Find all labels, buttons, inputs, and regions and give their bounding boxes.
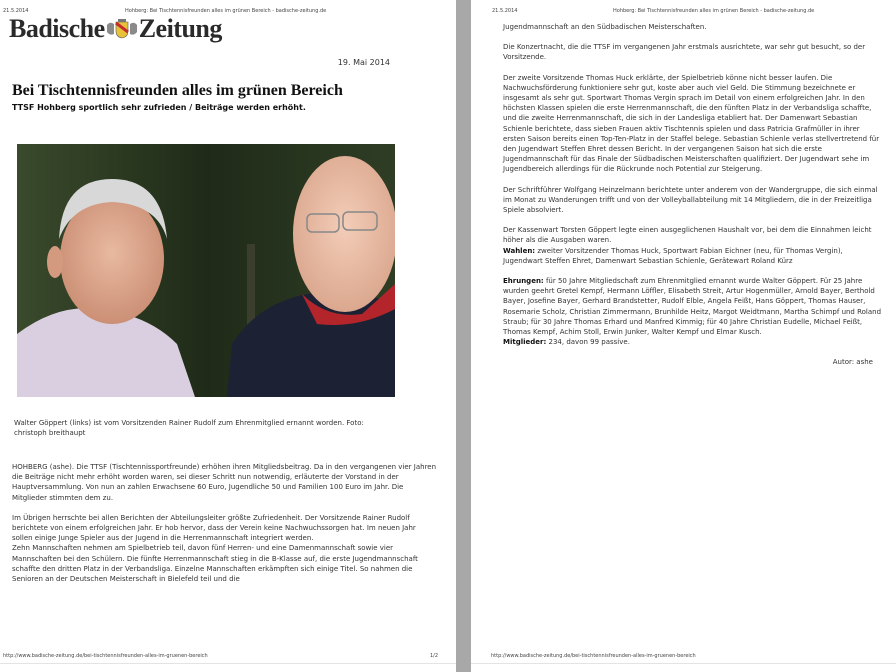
print-header-title: Hohberg: Bei Tischtennisfreunden alles im grünen Bereich - badische-zeitung.de — [125, 8, 327, 14]
paragraph: Der Schriftführer Wolfgang Heinzelmann berichtete unter anderem von der Wandergruppe, die sich einmal im Monat zu Wanderungen trifft und von der Volleyballabteilung mit 14 Mitgliedern, die in der Freizeitliga Spiele absolviert. — [503, 185, 878, 215]
logo-word-left: Badische — [9, 14, 105, 43]
wahlen-label: Wahlen: — [503, 246, 536, 255]
wahlen-text: zweiter Vorsitzender Thomas Huck, Sportwart Fabian Eichner (neu, für Thomas Vergin), Jugendwart Steffen Ehret, Damenwart Sebastian Schienle, Gerätewart Roland Kürz — [503, 246, 843, 265]
print-header-date: 21.5.2014 — [492, 8, 518, 14]
ehrungen-text: für 50 Jahre Mitgliedschaft zum Ehrenmitglied ernannt wurde Walter Göppert. Für 25 Jahre wurden geehrt Gretel Kempf, Hermann Löffler, Elisabeth Streit, Artur Hogenmüller, Arnold Bayer, Berthold Bayer, Josefine Bayer, Gerhard Brandstetter, Rudolf Elble, Angela Feißt, Hans Göppert, Thomas Hauser, Rosemarie Scholz, Christian Zimmermann, Brunhilde Heitz, Margot Weidtmann, Martha Schimpf und Roland Straub; für 30 Jahre Thomas Erhard und Manfred Kimmig; für 40 Jahre Christian Eudelle, Michael Feißt, Thomas Kempf, Achim Stoll, Erwin Junker, Walter Kempf und Elmar Kusch. — [503, 277, 882, 337]
wahlen-paragraph — [503, 246, 883, 266]
mitglieder-paragraph — [503, 337, 883, 347]
article-headline: Bei Tischtennisfreunden alles im grünen Bereich — [12, 82, 343, 99]
article-subhead: TTSF Hohberg sportlich sehr zufrieden / Beiträge werden erhöht. — [12, 103, 306, 112]
print-footer-page-number: 1/2 — [430, 653, 439, 659]
mitglieder-text: 234, davon 99 passive. — [546, 338, 630, 347]
article-photo — [17, 144, 395, 397]
print-footer-url: http://www.badische-zeitung.de/bei-tischtennisfreunden-alles-im-gruenen-bereich — [491, 653, 696, 659]
print-header-date: 21.5.2014 — [3, 8, 29, 14]
paragraph: Jugendmannschaft an den Südbadischen Meisterschaften. — [503, 23, 707, 31]
paragraph: Der Kassenwart Torsten Göppert legte einen ausgeglichenen Haushalt vor, bei dem die Einnahmen leicht höher als die Ausgaben waren. — [503, 226, 872, 245]
page-bottom-divider — [471, 663, 896, 664]
page-separator — [456, 0, 471, 672]
article-date: 19. Mai 2014 — [337, 58, 390, 67]
print-footer-url: http://www.badische-zeitung.de/bei-tischtennisfreunden-alles-im-gruenen-bereich — [3, 653, 208, 659]
ehrungen-paragraph — [503, 276, 883, 337]
article-author: Autor: ashe — [832, 358, 873, 367]
paragraph: Die Konzertnacht, die die TTSF im vergangenen Jahr erstmals ausrichtete, war sehr gut besucht, so der Vorsitzende. — [503, 43, 866, 62]
paragraph: HOHBERG (ashe). Die TTSF (Tischtennissportfreunde) erhöhen ihren Mitgliedsbeitrag. Da in den vergangenen vier Jahren die Beiträge nicht mehr erhöht worden waren, sei dieser Schritt nun notwendig, erläuterte der Vorstand in der Hauptversammlung. Von nun an zahlen Erwachsene 60 Euro, Jugendliche 50 und Familien 100 Euro im Jahr. Die Mitglieder stimmten dem zu. — [12, 463, 437, 502]
article-body-page-1 — [12, 462, 437, 594]
ehrungen-label: Ehrungen: — [503, 277, 544, 286]
printed-page-2 — [471, 0, 896, 672]
mitglieder-label: Mitglieder: — [503, 338, 547, 347]
paragraph: Zehn Mannschaften nehmen am Spielbetrieb teil, davon fünf Herren- und eine Damenmannschaft sowie vier Mannschaften bei den Schülern. Die fünfte Herrenmannschaft stieg in die B-Klasse auf, die erste Jugendmannschaft schaffte den dritten Platz in der Verbandsliga. Einzelne Mannschaften erkämpften sich einige Titel. So nahmen die Senioren an der Deutschen Meisterschaft in Bielefeld teil und die — [12, 544, 418, 584]
page-bottom-divider — [0, 663, 456, 664]
logo-word-right: Zeitung — [138, 14, 222, 43]
coat-of-arms-icon — [106, 19, 138, 39]
badische-zeitung-logo — [9, 16, 222, 42]
paragraph: Der zweite Vorsitzende Thomas Huck erklärte, der Spielbetrieb könne nicht besser laufen. Die Nachwuchsförderung funktioniere sehr gut, koste aber auch viel Geld. Die Stimmung bezeichnete er insgesamt als sehr gut. Sportwart Thomas Vergin sprach im Detail von einem erfolgreichen Jahr. In den höchsten Klassen spielen die erste Herrenmannschaft, die den fünften Platz in der Verbandsliga schaffte, und die zweite Herrenmannschaft, die sich in der Landesliga etabliert hat. Der Damenwart Sebastian Schienle berichtete, dass sieben Frauen aktiv Tischtennis spielen und dass Patricia Grafmüller in ihrer ersten Saison bereits einen Top-Ten-Platz in der Staffel belege. Sebastian Schienle verlas stellvertretend für den Jugendwart Steffen Ehret dessen Bericht. In der vergangenen Saison hat sich die erste Jugendmannschaft für das Finale der Südbadischen Meisterschaften qualifiziert. Der Jugendwart sehe im Jugendbereich allerdings für die Rückrunde noch Potential zur Steigerung. — [503, 73, 880, 174]
photo-caption: Walter Göppert (links) ist vom Vorsitzenden Rainer Rudolf zum Ehrenmitglied ernannt worden. Foto: christoph breithaupt — [14, 419, 364, 437]
article-body-page-2 — [503, 22, 883, 378]
print-header-title: Hohberg: Bei Tischtennisfreunden alles im grünen Bereich - badische-zeitung.de — [613, 8, 815, 14]
paragraph: Im Übrigen herrschte bei allen Berichten der Abteilungsleiter größte Zufriedenheit. Der Vorsitzende Rainer Rudolf berichtete von einem erfolgreichen Jahr. Er hob hervor, dass der Verein keine Nachwuchssorgen hat. Im neuen Jahr sollen einige Junge Spieler aus der Jugend in die Herrenmannschaft integriert werden. — [12, 513, 416, 543]
